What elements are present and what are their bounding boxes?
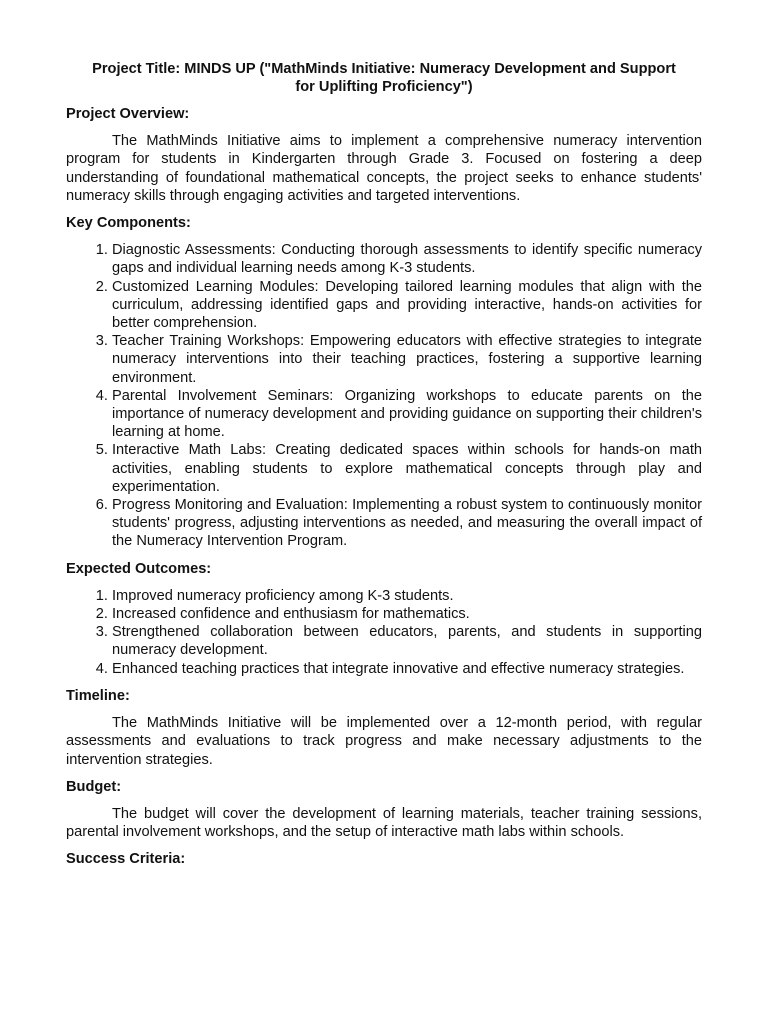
list-item: 3. Strengthened collaboration between educators, parents, and students in supporting numeracy development. [112, 623, 702, 659]
title-line-1: Project Title: MINDS UP ("MathMinds Initiative: Numeracy Development and Support [92, 61, 676, 77]
key-components-list [66, 241, 702, 550]
budget-heading: Budget: [66, 778, 122, 795]
overview-heading: Project Overview: [66, 106, 190, 122]
expected-outcomes-heading: Expected Outcomes: [66, 560, 212, 577]
list-item: 4. Enhanced teaching practices that integrate innovative and effective numeracy strategies. [112, 660, 702, 678]
timeline-paragraph: The MathMinds Initiative will be implemented over a 12-month period, with regular assessments and evaluations to track progress and make necessary adjustments to the intervention strategies. [66, 715, 702, 768]
list-item: 2. Increased confidence and enthusiasm for mathematics. [112, 605, 702, 623]
list-item: 6. Progress Monitoring and Evaluation: Implementing a robust system to continuously monitor students' progress, adjusting interventions as needed, and measuring the overall impact of the Numeracy Intervention Program. [112, 496, 702, 551]
overview-paragraph: The MathMinds Initiative aims to implement a comprehensive numeracy intervention program for students in Kindergarten through Grade 3. Focused on fostering a deep understanding of foundational mathematical concepts, the project seeks to enhance students' numeracy skills through engaging activities and targeted interventions. [66, 133, 702, 204]
document-title [66, 61, 702, 96]
list-item: 4. Parental Involvement Seminars: Organizing workshops to educate parents on the importance of numeracy development and providing guidance on supporting their children's learning at home. [112, 387, 702, 442]
list-item: 2. Customized Learning Modules: Developing tailored learning modules that align with the curriculum, addressing identified gaps and providing interactive, hands-on activities for better comprehension. [112, 278, 702, 333]
list-item: 3. Teacher Training Workshops: Empowering educators with effective strategies to integrate numeracy interventions into their teaching practices, fostering a supportive learning environment. [112, 332, 702, 387]
list-item: 1. Diagnostic Assessments: Conducting thorough assessments to identify specific numeracy gaps and individual learning needs among K-3 students. [112, 241, 702, 277]
success-criteria-heading: Success Criteria: [66, 851, 186, 868]
document-page [66, 61, 702, 878]
list-item: 1. Improved numeracy proficiency among K-3 students. [112, 587, 702, 605]
expected-outcomes-list [66, 587, 702, 678]
budget-paragraph: The budget will cover the development of learning materials, teacher training sessions, parental involvement workshops, and the setup of interactive math labs within schools. [66, 805, 702, 841]
key-components-heading: Key Components: [66, 215, 191, 232]
timeline-heading: Timeline: [66, 687, 130, 704]
title-line-2: for Uplifting Proficiency") [295, 78, 473, 95]
list-item: 5. Interactive Math Labs: Creating dedicated spaces within schools for hands-on math activities, enabling students to explore mathematical concepts through play and experimentation. [112, 441, 702, 496]
